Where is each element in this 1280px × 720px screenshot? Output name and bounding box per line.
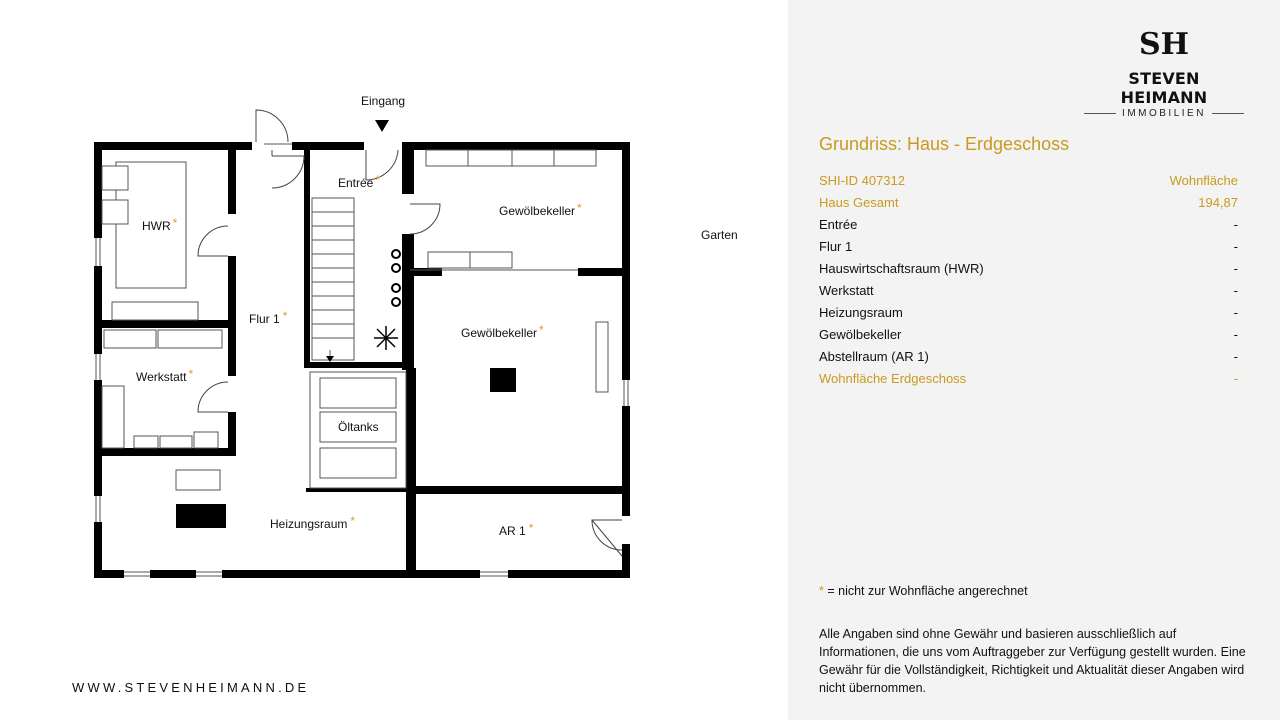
svg-text:SH: SH	[1138, 27, 1190, 62]
page-title: Grundriss: Haus - Erdgeschoss	[819, 134, 1070, 154]
entrance-label: Eingang	[361, 94, 406, 108]
table-row: Abstellraum (AR 1) -	[819, 349, 1238, 364]
disclaimer: Alle Angaben sind ohne Gewähr und basieren ausschließlich auf Informationen, die uns vom Auftraggeber zur Verfügung gestellt wurden. Eine Gewähr für die Vollständigkeit, Richtigkeit und Aktualität dieser Angaben wird nicht übernommen.	[819, 627, 1246, 695]
legend-note	[819, 584, 1028, 598]
room-label-gewoelbekeller-2: Gewölbekeller *	[461, 323, 544, 340]
table-row: Gewölbekeller -	[819, 327, 1238, 342]
furniture	[102, 150, 608, 490]
area-header: Wohnfläche	[1169, 173, 1238, 188]
chimney	[490, 368, 516, 392]
room-label-werkstatt: Werkstatt *	[136, 367, 194, 384]
stair-arrow-icon	[326, 356, 334, 362]
room-label-flur: Flur 1 *	[249, 309, 288, 326]
website-link[interactable]: WWW.STEVENHEIMANN.DE	[72, 680, 310, 695]
chandelier-icon	[374, 326, 398, 350]
table-row: Heizungsraum -	[819, 305, 1238, 320]
table-header	[819, 172, 1238, 194]
bike-rack-icon	[392, 250, 400, 306]
brand-subtitle: IMMOBILIEN	[1122, 108, 1206, 119]
brand-logo	[1084, 22, 1244, 119]
stairs	[312, 198, 354, 360]
table-row: Entrée -	[819, 217, 1238, 232]
brand-name: STEVEN HEIMANN	[1120, 69, 1208, 107]
area-table	[819, 172, 1238, 392]
table-row: Werkstatt -	[819, 283, 1238, 298]
room-label-gewoelbekeller-1: Gewölbekeller *	[499, 201, 582, 218]
room-label-oeltanks: Öltanks	[338, 420, 379, 434]
monogram-icon	[1138, 22, 1190, 62]
total-row: Haus Gesamt 194,87	[819, 195, 1238, 210]
id-label: SHI-ID 407312	[819, 173, 905, 188]
room-label-heizungsraum: Heizungsraum *	[270, 514, 356, 531]
room-label-ar1: AR 1 *	[499, 521, 534, 538]
room-label-hwr: HWR *	[142, 216, 178, 233]
table-row: Flur 1 -	[819, 239, 1238, 254]
entrance-arrow-icon	[375, 120, 389, 132]
room-label-entree: Entrée *	[338, 173, 381, 190]
legend-star: *	[819, 584, 824, 598]
footer-row: Wohnfläche Erdgeschoss -	[819, 371, 1238, 386]
table-row: Hauswirtschaftsraum (HWR) -	[819, 261, 1238, 276]
heater-icon	[176, 504, 226, 528]
garden-label: Garten	[701, 228, 738, 242]
info-panel	[788, 0, 1280, 720]
legend-text: = nicht zur Wohnfläche angerechnet	[823, 584, 1028, 598]
